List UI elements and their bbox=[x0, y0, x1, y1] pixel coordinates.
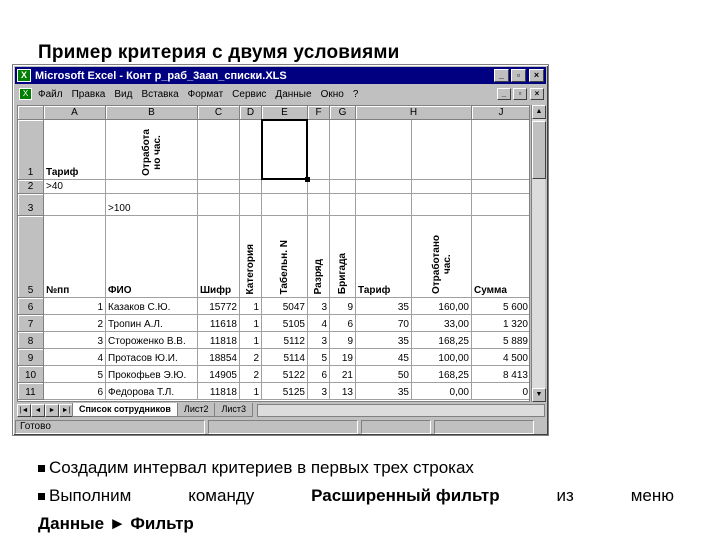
cell-header-rank[interactable] bbox=[308, 216, 330, 298]
data-cell[interactable]: Тропин А.Л. bbox=[106, 315, 198, 332]
status-pane bbox=[361, 420, 431, 434]
cell-header-tab-number-text: Табельн. N bbox=[279, 239, 290, 294]
menu-path-data: Данные bbox=[38, 514, 105, 533]
excel-icon[interactable]: X bbox=[17, 69, 31, 82]
data-cell[interactable]: 5 bbox=[44, 366, 106, 383]
data-cell[interactable]: 5 bbox=[308, 349, 330, 366]
spreadsheet-grid[interactable] bbox=[17, 105, 530, 402]
sheet-tab-employees[interactable]: Список сотрудников bbox=[72, 403, 178, 417]
sheet-tab-3[interactable]: Лист3 bbox=[214, 403, 253, 417]
menu-tools[interactable]: Сервис bbox=[232, 88, 267, 100]
data-cell[interactable]: 35 bbox=[356, 383, 412, 400]
first-sheet-icon[interactable]: |◄ bbox=[17, 404, 31, 417]
bullet-item bbox=[38, 482, 674, 510]
cell-header-brigade[interactable] bbox=[330, 216, 356, 298]
select-all-corner[interactable] bbox=[18, 106, 44, 120]
scroll-thumb[interactable] bbox=[532, 121, 546, 179]
cell[interactable] bbox=[44, 194, 106, 216]
menu-edit[interactable]: Правка bbox=[71, 88, 106, 100]
data-cell[interactable]: 8 413 bbox=[472, 366, 530, 383]
data-cell[interactable]: 6 bbox=[308, 366, 330, 383]
cell[interactable] bbox=[198, 180, 240, 194]
cell[interactable] bbox=[356, 120, 412, 180]
row-header[interactable]: 11 bbox=[18, 383, 44, 400]
data-cell[interactable]: 11818 bbox=[198, 332, 240, 349]
status-pane bbox=[434, 420, 534, 434]
cell[interactable] bbox=[330, 120, 356, 180]
cell[interactable] bbox=[106, 180, 198, 194]
data-cell[interactable]: 6 bbox=[44, 383, 106, 400]
menu-format[interactable]: Формат bbox=[187, 88, 224, 100]
data-cell[interactable]: 50 bbox=[356, 366, 412, 383]
cell[interactable] bbox=[308, 180, 330, 194]
scroll-down-icon[interactable]: ▼ bbox=[532, 388, 546, 402]
doc-restore-button[interactable]: ▫ bbox=[513, 88, 527, 100]
row-header[interactable]: 9 bbox=[18, 349, 44, 366]
bullet-word: Выполним bbox=[49, 486, 132, 505]
cell-header-sum[interactable]: Сумма bbox=[472, 216, 530, 298]
cell[interactable] bbox=[198, 120, 240, 180]
bullet-list bbox=[38, 454, 674, 538]
data-cell[interactable]: 0 bbox=[472, 383, 530, 400]
row-header[interactable]: 1 bbox=[18, 120, 44, 180]
bullet-icon bbox=[38, 493, 45, 500]
data-cell[interactable]: 5 600 bbox=[472, 298, 530, 315]
menu-help[interactable]: ? bbox=[352, 88, 359, 100]
data-cell[interactable]: Прокофьев Э.Ю. bbox=[106, 366, 198, 383]
cell-header-category[interactable] bbox=[240, 216, 262, 298]
prev-sheet-icon[interactable]: ◄ bbox=[31, 404, 45, 417]
cell-header-category-text: Категория bbox=[245, 243, 256, 294]
cell[interactable] bbox=[412, 180, 472, 194]
row-header[interactable]: 2 bbox=[18, 180, 44, 194]
doc-close-button[interactable]: × bbox=[530, 88, 544, 100]
data-cell[interactable]: 3 bbox=[308, 383, 330, 400]
data-cell[interactable]: 5047 bbox=[262, 298, 308, 315]
data-cell[interactable]: 1 bbox=[240, 383, 262, 400]
data-cell[interactable]: Федорова Т.Л. bbox=[106, 383, 198, 400]
status-bar bbox=[15, 419, 546, 434]
bullet-command: Расширенный фильтр bbox=[311, 486, 500, 505]
doc-minimize-button[interactable]: _ bbox=[497, 88, 511, 100]
next-sheet-icon[interactable]: ► bbox=[45, 404, 59, 417]
data-cell[interactable]: 11618 bbox=[198, 315, 240, 332]
workbook-icon[interactable]: X bbox=[19, 88, 32, 100]
data-cell[interactable]: 33,00 bbox=[412, 315, 472, 332]
data-cell[interactable]: 168,25 bbox=[412, 366, 472, 383]
data-cell[interactable]: Протасов Ю.И. bbox=[106, 349, 198, 366]
row-header[interactable]: 7 bbox=[18, 315, 44, 332]
window-title: Microsoft Excel - Конт р_раб_3ааn_списки.XLS bbox=[35, 69, 287, 82]
data-cell[interactable]: 4 bbox=[308, 315, 330, 332]
cell[interactable] bbox=[472, 180, 530, 194]
cell-a1[interactable]: Тариф bbox=[44, 120, 106, 180]
cell[interactable] bbox=[356, 180, 412, 194]
data-cell[interactable]: 9 bbox=[330, 332, 356, 349]
data-cell[interactable]: 160,00 bbox=[412, 298, 472, 315]
row-header[interactable]: 5 bbox=[18, 216, 44, 298]
data-cell[interactable]: 1 320 bbox=[472, 315, 530, 332]
data-cell[interactable]: 3 bbox=[308, 298, 330, 315]
data-cell[interactable]: 100,00 bbox=[412, 349, 472, 366]
data-cell[interactable]: 5114 bbox=[262, 349, 308, 366]
data-cell[interactable]: 2 bbox=[240, 366, 262, 383]
restore-button[interactable]: ▫ bbox=[511, 69, 526, 82]
data-cell[interactable]: 5 889 bbox=[472, 332, 530, 349]
cell[interactable] bbox=[412, 194, 472, 216]
vertical-scrollbar[interactable] bbox=[531, 105, 545, 402]
close-button[interactable]: × bbox=[529, 69, 544, 82]
cell[interactable] bbox=[330, 180, 356, 194]
row-header[interactable]: 10 bbox=[18, 366, 44, 383]
data-cell[interactable]: 6 bbox=[330, 315, 356, 332]
cell[interactable] bbox=[356, 194, 412, 216]
data-cell[interactable]: 5112 bbox=[262, 332, 308, 349]
bullet-item bbox=[38, 510, 674, 538]
data-cell[interactable]: 168,25 bbox=[412, 332, 472, 349]
bullet-word: из bbox=[556, 486, 574, 505]
data-cell[interactable]: 9 bbox=[330, 298, 356, 315]
cell[interactable] bbox=[472, 120, 530, 180]
column-header-e[interactable]: E bbox=[262, 106, 308, 120]
fill-handle[interactable] bbox=[305, 177, 310, 182]
data-cell[interactable]: 1 bbox=[240, 298, 262, 315]
cell-header-tab-number[interactable] bbox=[262, 216, 308, 298]
menu-insert[interactable]: Вставка bbox=[141, 88, 179, 100]
cell[interactable] bbox=[240, 180, 262, 194]
data-cell[interactable]: 4 bbox=[44, 349, 106, 366]
menu-data[interactable]: Данные bbox=[275, 88, 312, 100]
cell[interactable] bbox=[330, 194, 356, 216]
sheet-tab-2[interactable]: Лист2 bbox=[177, 403, 216, 417]
data-cell[interactable]: 35 bbox=[356, 298, 412, 315]
cell-header-tariff[interactable]: Тариф bbox=[356, 216, 412, 298]
cell[interactable] bbox=[308, 194, 330, 216]
scroll-up-icon[interactable]: ▲ bbox=[532, 105, 546, 119]
data-cell[interactable]: 45 bbox=[356, 349, 412, 366]
row-header[interactable]: 8 bbox=[18, 332, 44, 349]
data-cell[interactable]: 35 bbox=[356, 332, 412, 349]
cell-header-hours[interactable] bbox=[412, 216, 472, 298]
cell-header-brigade-text: Бригада bbox=[337, 252, 348, 294]
menu-path-filter: Фильтр bbox=[130, 514, 194, 533]
data-cell[interactable]: Стороженко В.В. bbox=[106, 332, 198, 349]
cell[interactable] bbox=[198, 194, 240, 216]
data-cell[interactable]: 19 bbox=[330, 349, 356, 366]
column-header-g[interactable]: G bbox=[330, 106, 356, 120]
cell-b1-text: Отработа но час. bbox=[140, 129, 163, 176]
sheet-tab-bar bbox=[17, 403, 545, 417]
cell-a2[interactable]: >40 bbox=[44, 180, 106, 194]
row-header[interactable]: 3 bbox=[18, 194, 44, 216]
cell[interactable] bbox=[262, 194, 308, 216]
bullet-word bbox=[38, 482, 131, 510]
cell-header-fio[interactable]: ФИО bbox=[106, 216, 198, 298]
arrow-icon: ► bbox=[108, 514, 126, 533]
last-sheet-icon[interactable]: ►| bbox=[59, 404, 73, 417]
data-cell[interactable]: 3 bbox=[44, 332, 106, 349]
column-header-j[interactable]: J bbox=[472, 106, 530, 120]
cell[interactable] bbox=[262, 180, 308, 194]
menu-view[interactable]: Вид bbox=[114, 88, 133, 100]
data-cell[interactable]: 70 bbox=[356, 315, 412, 332]
row-header[interactable]: 6 bbox=[18, 298, 44, 315]
data-cell[interactable]: 4 500 bbox=[472, 349, 530, 366]
cell-header-code[interactable]: Шифр bbox=[198, 216, 240, 298]
data-cell[interactable]: 14905 bbox=[198, 366, 240, 383]
data-cell[interactable]: 2 bbox=[240, 349, 262, 366]
slide-title: Пример критерия с двумя условиями bbox=[38, 42, 400, 63]
bullet-word: меню bbox=[630, 486, 674, 505]
column-header-b[interactable]: B bbox=[106, 106, 198, 120]
data-cell[interactable]: 5125 bbox=[262, 383, 308, 400]
data-cell[interactable]: 0,00 bbox=[412, 383, 472, 400]
title-bar[interactable] bbox=[15, 67, 546, 84]
menu-file[interactable]: Файл bbox=[38, 88, 63, 100]
column-header-c[interactable]: C bbox=[198, 106, 240, 120]
data-cell[interactable]: 5122 bbox=[262, 366, 308, 383]
menu-window[interactable]: Окно bbox=[320, 88, 344, 100]
data-cell[interactable]: Казаков С.Ю. bbox=[106, 298, 198, 315]
cell[interactable] bbox=[308, 120, 330, 180]
horizontal-scrollbar[interactable] bbox=[257, 404, 545, 417]
excel-window bbox=[12, 64, 549, 436]
status-text: Готово bbox=[15, 420, 205, 434]
data-cell[interactable]: 1 bbox=[240, 315, 262, 332]
column-header-h[interactable]: H bbox=[356, 106, 472, 120]
data-cell[interactable]: 1 bbox=[240, 332, 262, 349]
data-cell[interactable]: 1 bbox=[44, 298, 106, 315]
bullet-icon bbox=[38, 465, 45, 472]
menu-bar bbox=[15, 85, 546, 103]
cell[interactable] bbox=[472, 194, 530, 216]
bullet-item bbox=[38, 454, 674, 482]
cell[interactable] bbox=[412, 120, 472, 180]
column-header-f[interactable]: F bbox=[308, 106, 330, 120]
cell-b1[interactable] bbox=[106, 120, 198, 180]
bullet-text: Создадим интервал критериев в первых трех строках bbox=[49, 458, 474, 477]
data-cell[interactable]: 5105 bbox=[262, 315, 308, 332]
data-cell[interactable]: 11818 bbox=[198, 383, 240, 400]
status-pane bbox=[208, 420, 358, 434]
data-cell[interactable]: 18854 bbox=[198, 349, 240, 366]
cell-b3[interactable]: >100 bbox=[106, 194, 198, 216]
data-cell[interactable]: 3 bbox=[308, 332, 330, 349]
bullet-word: команду bbox=[188, 486, 255, 505]
data-cell[interactable]: 2 bbox=[44, 315, 106, 332]
cell-header-hours-text: Отработано час. bbox=[430, 235, 453, 294]
cell[interactable] bbox=[262, 120, 308, 180]
column-header-d[interactable]: D bbox=[240, 106, 262, 120]
minimize-button[interactable]: _ bbox=[494, 69, 509, 82]
cell[interactable] bbox=[240, 194, 262, 216]
column-header-a[interactable]: A bbox=[44, 106, 106, 120]
data-cell[interactable]: 21 bbox=[330, 366, 356, 383]
cell[interactable] bbox=[240, 120, 262, 180]
data-cell[interactable]: 13 bbox=[330, 383, 356, 400]
cell-header-rank-text: Разряд bbox=[313, 258, 324, 294]
data-cell[interactable]: 15772 bbox=[198, 298, 240, 315]
cell-header-npp[interactable]: №пп bbox=[44, 216, 106, 298]
